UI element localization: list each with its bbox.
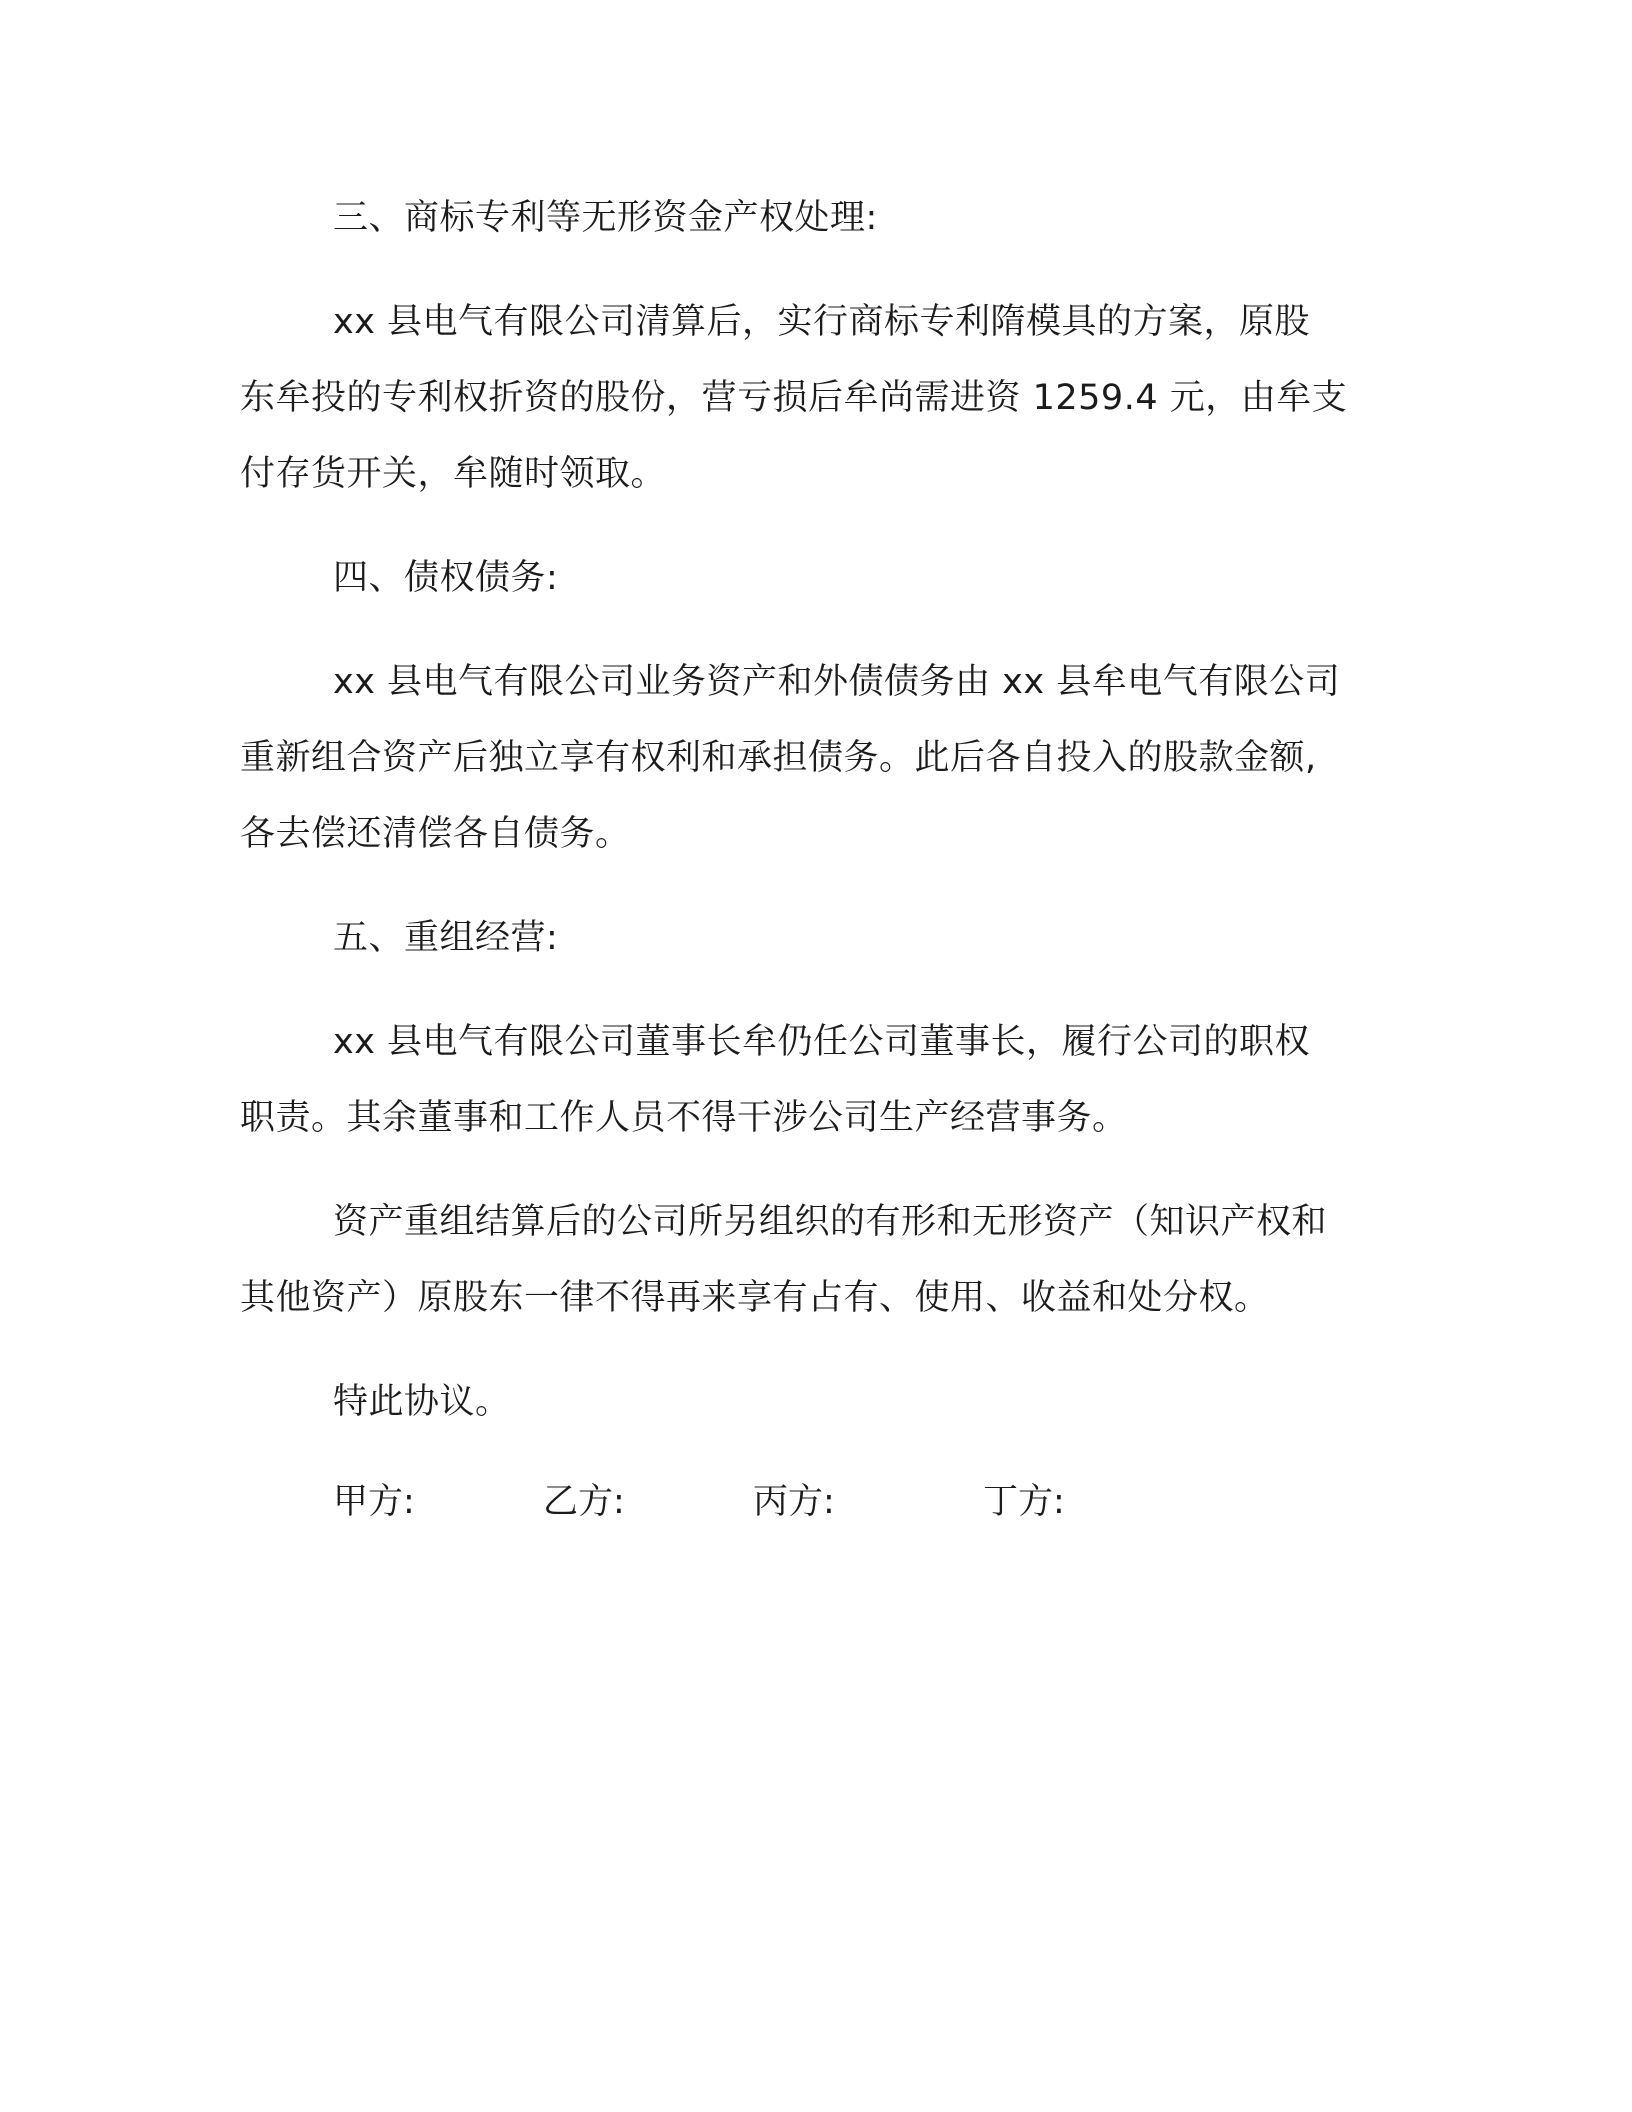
- signature-party-c: 丙方:: [753, 1482, 835, 1522]
- paragraph-3-line-1: xx 县电气有限公司清算后，实行商标专利隋模具的方案，原股: [333, 302, 1311, 342]
- section-heading-4: 四、债权债务:: [333, 558, 559, 598]
- signature-party-b: 乙方:: [543, 1482, 625, 1522]
- paragraph-6-line-2: 其他资产）原股东一律不得再来享有占有、使用、收益和处分权。: [240, 1278, 1270, 1318]
- paragraph-3-line-3: 付存货开关，牟随时领取。: [240, 454, 667, 494]
- paragraph-6-line-1: 资产重组结算后的公司所另组织的有形和无形资产（知识产权和: [333, 1202, 1328, 1242]
- signature-party-a: 甲方:: [333, 1482, 415, 1522]
- paragraph-4-line-2: 重新组合资产后独立享有权利和承担债务。此后各自投入的股款金额,: [240, 738, 1317, 778]
- paragraph-4-line-3: 各去偿还清偿各自债务。: [240, 814, 631, 854]
- closing-statement: 特此协议。: [333, 1382, 511, 1422]
- paragraph-5-line-2: 职责。其余董事和工作人员不得干涉公司生产经营事务。: [240, 1098, 1128, 1138]
- paragraph-3-line-2: 东牟投的专利权折资的股份，营亏损后牟尚需进资 1259.4 元，由牟支: [240, 378, 1348, 418]
- section-heading-5: 五、重组经营:: [333, 918, 559, 958]
- paragraph-5-line-1: xx 县电气有限公司董事长牟仍任公司董事长，履行公司的职权: [333, 1022, 1311, 1062]
- signature-party-d: 丁方:: [983, 1482, 1065, 1522]
- section-heading-3: 三、商标专利等无形资金产权处理:: [333, 198, 878, 238]
- paragraph-4-line-1: xx 县电气有限公司业务资产和外债债务由 xx 县牟电气有限公司: [333, 662, 1341, 702]
